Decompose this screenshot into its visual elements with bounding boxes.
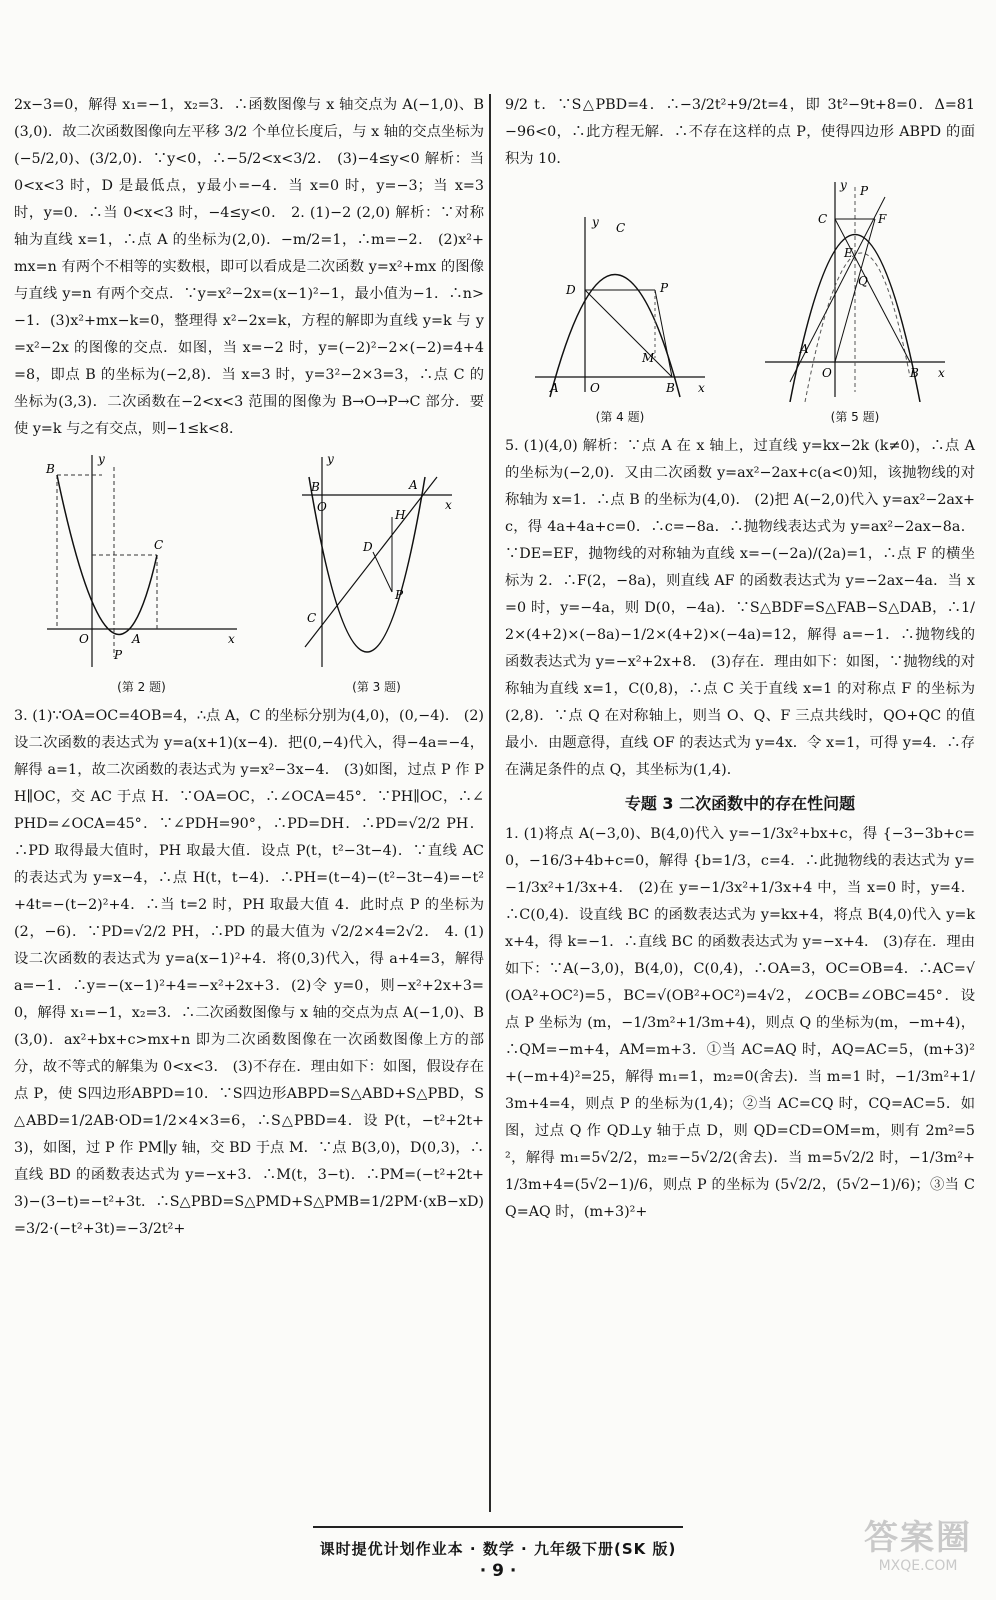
left-figure-row (14, 447, 484, 701)
watermark (858, 1518, 978, 1588)
fig3-label-C: C (306, 611, 316, 625)
fig5-label-E: E (844, 246, 853, 260)
figure-5 (760, 177, 950, 431)
figure-5-caption: (第 5 题) (830, 410, 880, 424)
fig4-label-B: B (666, 381, 675, 395)
figure-4-caption: (第 4 题) (595, 410, 645, 424)
fig2-label-x: x (227, 632, 235, 646)
fig4-label-A: A (550, 381, 559, 395)
left-paragraph-1: 2x−3=0，解得 x₁=−1，x₂=3．∴函数图像与 x 轴交点为 A(−1,0)、B(3,0)．故二次函数图像向左平移 3/2 个单位长度后，与 x 轴的交点坐标为 (−5/2,0)、(3/2,0)．∵y<0，∴−5/2<x<3/2． (3)−4≤y<0 解析：当 0<x<3 时，D 是最低点，y最小=−4．当 x=0 时，y=−3；当 x=3 时，y=0．∴当 0<x<3 时，−4≤y<0． 2. (1)−2 (2,0) 解析：∵对称轴为直线 x=1，∴点 A 的坐标为(2,0)．−m/2=1，∴m=−2． (2)x²+mx=n 有两个不相等的实数根，即可以看成是二次函数 y=x²+mx 的图像与直线 y=n 有两个交点．∵y=x²−2x=(x−1)²−1，最小值为−1．∴n>−1．(3)x²+mx−k=0，整理得 x²−2x=k，方程的解即为直线 y=k 与 y=x²−2x 的图像的交点．如图，当 x=−2 时，y=(−2)²−2×(−2)=4+4=8，即点 B 的坐标为(−2,8)．当 x=3 时，y=3²−2×3=3，∴点 C 的坐标为(3,3)．二次函数在−2<x<3 范围的图像为 B→O→P→C 部分．要使 y=k 与之有交点，则−1≤k<8． (14, 97, 484, 437)
section-title: 专题 3 二次函数中的存在性问题 (624, 794, 856, 813)
right-paragraph-2: 5. (1)(4,0) 解析：∵点 A 在 x 轴上，过直线 y=kx−2k (k≠0)，∴点 A 的坐标为(−2,0)．又由二次函数 y=ax²−2ax+c(a<0)知，该抛物线的对称轴为 x=1．∴点 B 的坐标为(4,0)． (2)把 A(−2,0)代入 y=ax²−2ax+c，得 4a+4a+c=0．∴c=−8a．∴抛物线表达式为 y=ax²−2ax−8a．∵DE=EF，抛物线的对称轴为直线 x=−(−2a)/(2a)=1，∴点 F 的横坐标为 2．∴F(2，−8a)，则直线 AF 的函数表达式为 y=−2ax−4a．当 x=0 时，y=−4a，则 D(0，−4a)．∵S△BDF=S△FAB−S△DAB，∴1/2×(4+2)×(−8a)−1/2×(4+2)×(−4a)=12，解得 a=−1．∴抛物线的函数表达式为 y=−x²+2x+8． (3)存在．理由如下：如图，∵抛物线的对称轴为直线 x=1，C(0,8)，∴点 C 关于直线 x=1 的对称点 F 的坐标为(2,8)．∵点 Q 在对称轴上，则当 O、Q、F 三点共线时，QO+QC 的值最小．由题意得，直线 OF 的表达式为 y=4x．令 x=1，可得 y=4．∴存在满足条件的点 Q，其坐标为(1,4)． (505, 438, 975, 778)
fig4-label-x: x (698, 381, 705, 395)
fig4-label-M: M (642, 351, 655, 365)
figure-2-graph (42, 447, 242, 672)
fig4-label-O: O (590, 381, 600, 395)
fig4-label-P: P (660, 281, 669, 295)
footer-series (0, 1520, 996, 1559)
fig3-label-P: P (394, 588, 403, 602)
fig3-label-y: y (326, 452, 334, 466)
footer (0, 1520, 996, 1581)
fig4-label-y: y (592, 215, 599, 229)
watermark-logo-text: 答案圈 (864, 1518, 972, 1558)
fig2-label-y: y (97, 452, 105, 466)
figure-3-graph (297, 447, 457, 672)
fig3-label-D: D (362, 540, 373, 554)
footer-rule (313, 1526, 683, 1528)
fig4-label-C: C (616, 221, 626, 235)
fig2-label-B: B (45, 462, 55, 476)
figure-3-caption: (第 3 题) (352, 680, 401, 694)
fig5-label-F: F (878, 212, 887, 226)
figure-4-graph (530, 212, 710, 402)
fig3-label-B: B (310, 480, 320, 494)
footer-series-text: 课时提优计划作业本 · 数学 · 九年级下册(SK 版) (319, 1540, 677, 1558)
fig3-label-O: O (316, 500, 327, 514)
fig3-pd (373, 552, 392, 592)
fig3-label-A: A (408, 478, 418, 492)
watermark-site: MXQE.COM (878, 1558, 958, 1574)
fig2-label-P: P (113, 648, 122, 662)
fig5-label-O: O (822, 366, 832, 380)
fig5-label-A: A (800, 342, 809, 356)
fig5-line-cb (835, 219, 910, 362)
figure-2 (42, 447, 242, 701)
left-paragraph-2: 3. (1)∵OA=OC=4OB=4，∴点 A，C 的坐标分别为(4,0)，(0,−4)． (2)设二次函数的表达式为 y=a(x+1)(x−4)．把(0,−4)代入，得−4a=−4，解得 a=1，故二次函数的表达式为 y=x²−3x−4． (3)如图，过点 P 作 PH∥OC，交 AC 于点 H．∵OA=OC，∴∠OCA=45°．∵PH∥OC，∴∠PHD=∠OCA=45°．∵∠PDH=90°，∴PD=DH．∴PD=√2/2 PH．∴PD 取得最大值时，PH 取最大值．设点 P(t，t²−3t−4)．∵直线 AC 的表达式为 y=x−4，∴点 H(t，t−4)．∴PH=(t−4)−(t²−3t−4)=−t²+4t=−(t−2)²+4．∴当 t=2 时，PH 取最大值 4．此时点 P 的坐标为(2，−6)．∵PD=√2/2 PH，∴PD 的最大值为 √2/2×4=2√2． 4. (1)设二次函数的表达式为 y=a(x−1)²+4．将(0,3)代入，得 a+4=3，解得 a=−1．∴y=−(x−1)²+4=−x²+2x+3．(2)令 y=0，则−x²+2x+3=0，解得 x₁=−1，x₂=3．∴二次函数图像与 x 轴的交点为点 A(−1,0)、B(3,0)．ax²+bx+c>mx+n 即为二次函数图像在一次函数图像上方的部分，故不等式的解集为 0<x<3． (3)不存在．理由如下：如图，假设存在点 P，使 S四边形ABPD=10．∵S四边形ABPD=S△ABD+S△PBD，S△ABD=1/2AB·OD=1/2×4×3=6，∴S△PBD=4．设 P(t，−t²+2t+3)，如图，过 P 作 PM∥y 轴，交 BD 于点 M．∵点 B(3,0)，D(0,3)，∴直线 BD 的函数表达式为 y=−x+3．∴M(t，3−t)．∴PM=(−t²+2t+3)−(3−t)=−t²+3t．∴S△PBD=S△PMD+S△PMB=1/2PM·(xB−xD)=3/2·(−t²+3t)=−3/2t²+ (14, 708, 484, 1237)
figure-5-graph (760, 177, 950, 402)
fig2-label-C: C (153, 538, 163, 552)
fig5-line-of (835, 219, 875, 362)
fig5-label-x: x (938, 366, 945, 380)
fig4-db (585, 290, 672, 377)
left-column (14, 92, 484, 1243)
fig4-label-D: D (566, 283, 576, 297)
right-figure-row (505, 177, 975, 431)
column-divider (489, 94, 491, 1512)
fig5-label-B: B (910, 366, 919, 380)
fig3-label-H: H (394, 508, 405, 522)
right-paragraph-3: 1. (1)将点 A(−3,0)、B(4,0)代入 y=−1/3x²+bx+c，得 {−3−3b+c=0，−16/3+4b+c=0，解得 {b=1/3，c=4．∴此抛物线的表达式为 y=−1/3x²+1/3x+4． (2)在 y=−1/3x²+1/3x+4 中，当 x=0 时，y=4．∴C(0,4)．设直线 BC 的函数表达式为 y=kx+4，将点 B(4,0)代入 y=kx+4，得 k=−1．∴直线 BC 的函数表达式为 y=−x+4． (3)存在．理由如下：∵A(−3,0)，B(4,0)，C(0,4)，∴OA=3，OC=OB=4．∴AC=√(OA²+OC²)=5，BC=√(OB²+OC²)=4√2，∠OCB=∠OBC=45°．设点 P 坐标为 (m，−1/3m²+1/3m+4)，则点 Q 的坐标为(m，−m+4)，∴QM=−m+4，AM=m+3．①当 AC=AQ 时，AQ=AC=5，(m+3)²+(−m+4)²=25，解得 m₁=1，m₂=0(舍去)．当 m=1 时，−1/3m²+1/3m+4=4，则点 P 的坐标为(1,4)；②当 AC=CQ 时，CQ=AC=5．如图，过点 Q 作 QD⊥y 轴于点 D，则 QD=CD=OM=m，则有 2m²=5²，解得 m₁=5√2/2，m₂=−5√2/2(舍去)．当 m=5√2/2 时，−1/3m²+1/3m+4=(5√2−1)/6，则点 P 的坐标为 (5√2/2，(5√2−1)/6)；③当 CQ=AQ 时，(m+3)²+ (505, 826, 975, 1220)
figure-3 (297, 447, 457, 701)
fig5-label-C: C (818, 212, 828, 226)
right-column (505, 92, 975, 1226)
fig5-label-y: y (840, 178, 847, 192)
fig5-label-P: P (860, 184, 869, 198)
fig2-label-A: A (131, 632, 141, 646)
figure-4 (530, 212, 710, 431)
fig4-pb (655, 290, 672, 377)
page-number: · 9 · (479, 1561, 517, 1581)
fig2-label-O: O (78, 632, 89, 646)
fig3-label-x: x (444, 498, 452, 512)
right-paragraph-1: 9/2 t．∵S△PBD=4．∴−3/2t²+9/2t=4，即 3t²−9t+8=0．Δ=81−96<0，∴此方程无解．∴不存在这样的点 P，使得四边形 ABPD 的面积为 10． (505, 97, 975, 167)
fig5-label-Q: Q (858, 274, 868, 288)
figure-2-caption: (第 2 题) (117, 680, 166, 694)
